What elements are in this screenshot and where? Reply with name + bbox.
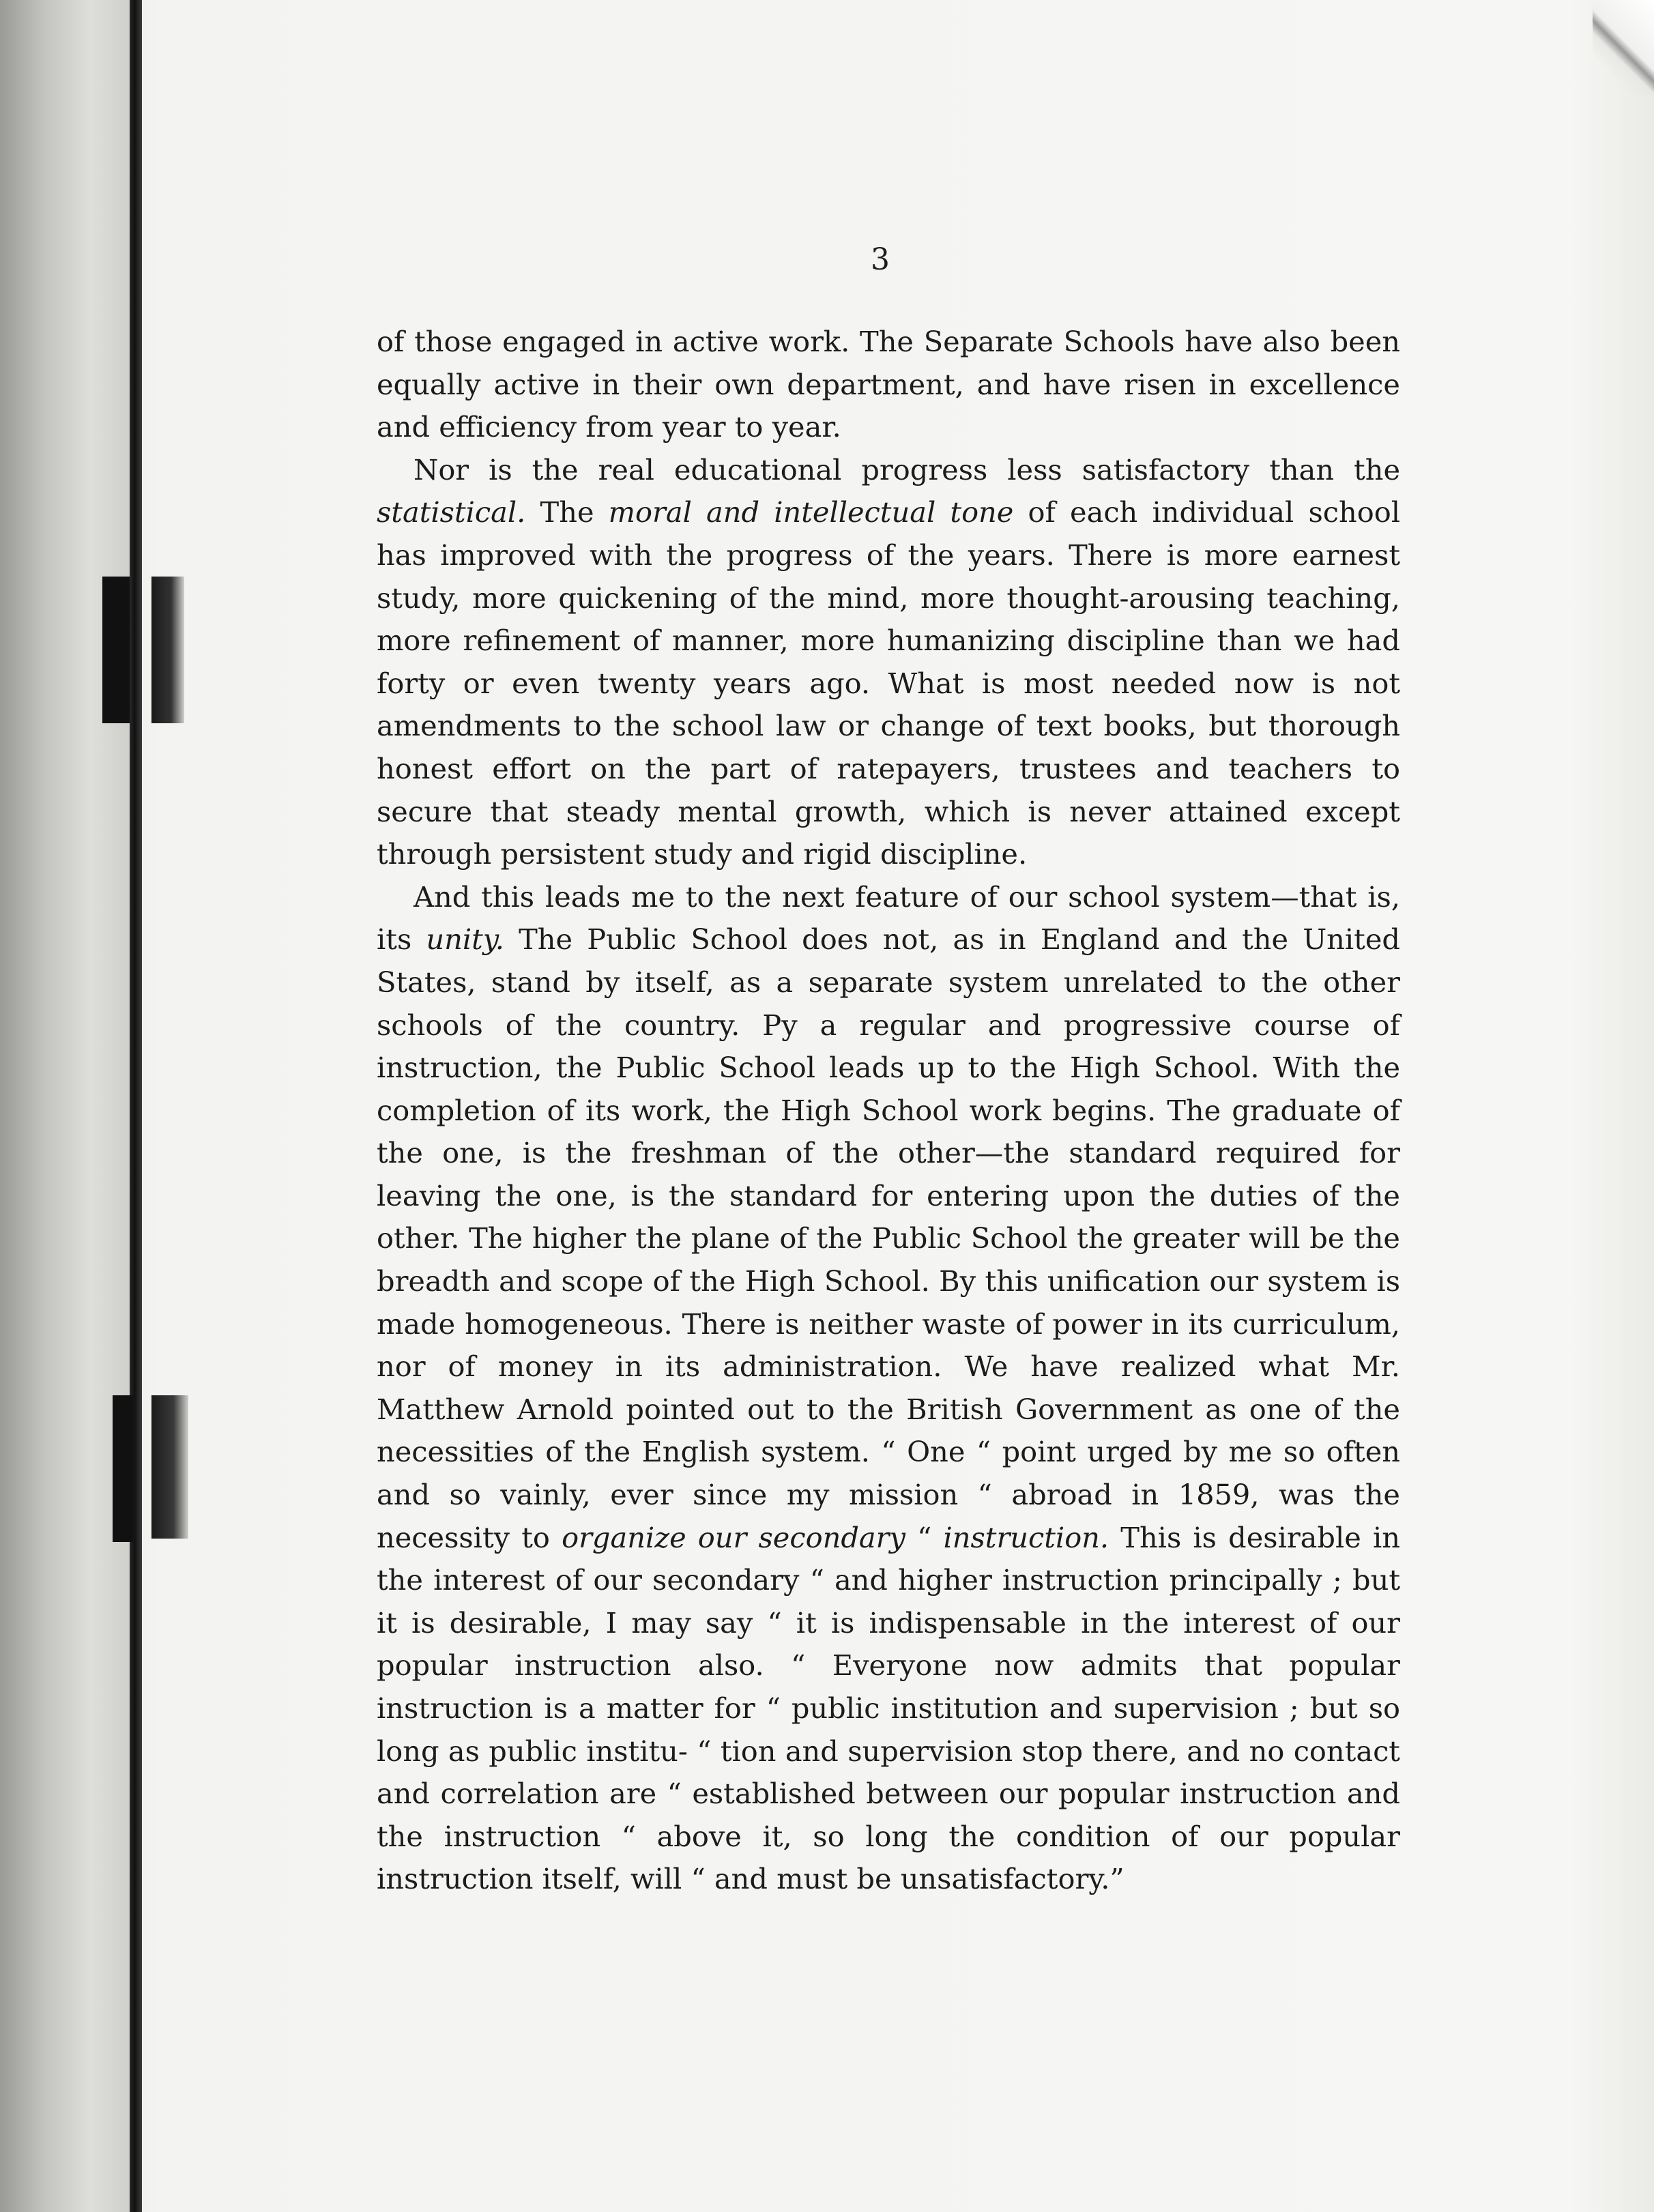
paragraph-3-italic-instruction: instruction. xyxy=(943,1520,1109,1554)
binding-clip-top-left xyxy=(102,577,130,723)
paragraph-1-text: of those engaged in active work. The Separate Schools have also been equally active in their own department, and have risen in excellence and efficiency from year to year. xyxy=(377,325,1400,444)
paragraph-3-text-b: The Public School does not, as in England and the United States, stand by itself, as a separate system unrelated to the other schools of the country. Py a regular and progressive course of instruction, the Public School leads up to the High School. With the completion of its work, the High School work begins. The graduate of the one, is the freshman of the other—the standard required for leaving the one, is the standard for entering upon the duties of the other. The higher the plane of the Public School the greater will be the breadth and scope of the High School. By this unification our system is made homogeneous. There is neither waste of power in its curriculum, nor of money in its administration. We have realized what Mr. Matthew Arnold pointed out to the British Government as one of the necessities of the English system. “ One “ point urged by me so often and so vainly, ever since my mission “ abroad in 1859, was the necessity to xyxy=(377,922,1400,1554)
binding-clip-top-right xyxy=(151,577,184,723)
binding-clip-bottom-left xyxy=(113,1395,133,1542)
page-number: 3 xyxy=(871,242,890,277)
paragraph-2-text-b: The xyxy=(525,495,609,529)
paragraph-2-italic-statistical: statistical. xyxy=(377,495,526,529)
paragraph-3-italic-unity: unity. xyxy=(426,922,504,957)
binding-margin xyxy=(0,0,130,2212)
paragraph-3-text-a: And this leads me to the next feature of our school system—that is, its xyxy=(377,879,1400,957)
paragraph-2-text-a: Nor is the real educational progress less satisfactory than the xyxy=(414,452,1400,486)
paragraph-3 xyxy=(377,876,1400,1901)
binding-clip-bottom-right xyxy=(151,1395,188,1539)
paragraph-3-italic-organize: organize our secondary xyxy=(562,1520,905,1554)
paragraph-2 xyxy=(377,449,1400,876)
binding-spine xyxy=(130,0,142,2212)
page-corner-fold xyxy=(1593,0,1654,96)
paragraph-3-text-c: “ xyxy=(905,1520,944,1554)
body-text xyxy=(377,321,1400,1901)
paragraph-2-text-c: of each individual school has improved with the progress of the years. There is more earnest study, more quickening of the mind, more thought-arousing teaching, more refinement of manner, more humanizing discipline than we had forty or even twenty years ago. What is most needed now is not amendments to the school law or change of text books, but thorough honest effort on the part of ratepayers, trustees and teachers to secure that steady mental growth, which is never attained except through persistent study and rigid discipline. xyxy=(377,495,1400,871)
paragraph-3-text-d: This is desirable in the interest of our secondary “ and higher instruction principally ; but it is desirable, I may say “ it is indispensable in the interest of our popular instruction also. “ Everyone now admits that popular instruction is a matter for “ public institution and supervision ; but so long as public institu- “ tion and supervision stop there, and no contact and correlation are “ established between our popular instruction and the instruction “ above it, so long the condition of our popular instruction itself, will “ and must be unsatisfactory.” xyxy=(377,1520,1400,1896)
paragraph-1 xyxy=(377,321,1400,449)
paragraph-2-italic-tone: moral and intellectual tone xyxy=(608,495,1014,529)
